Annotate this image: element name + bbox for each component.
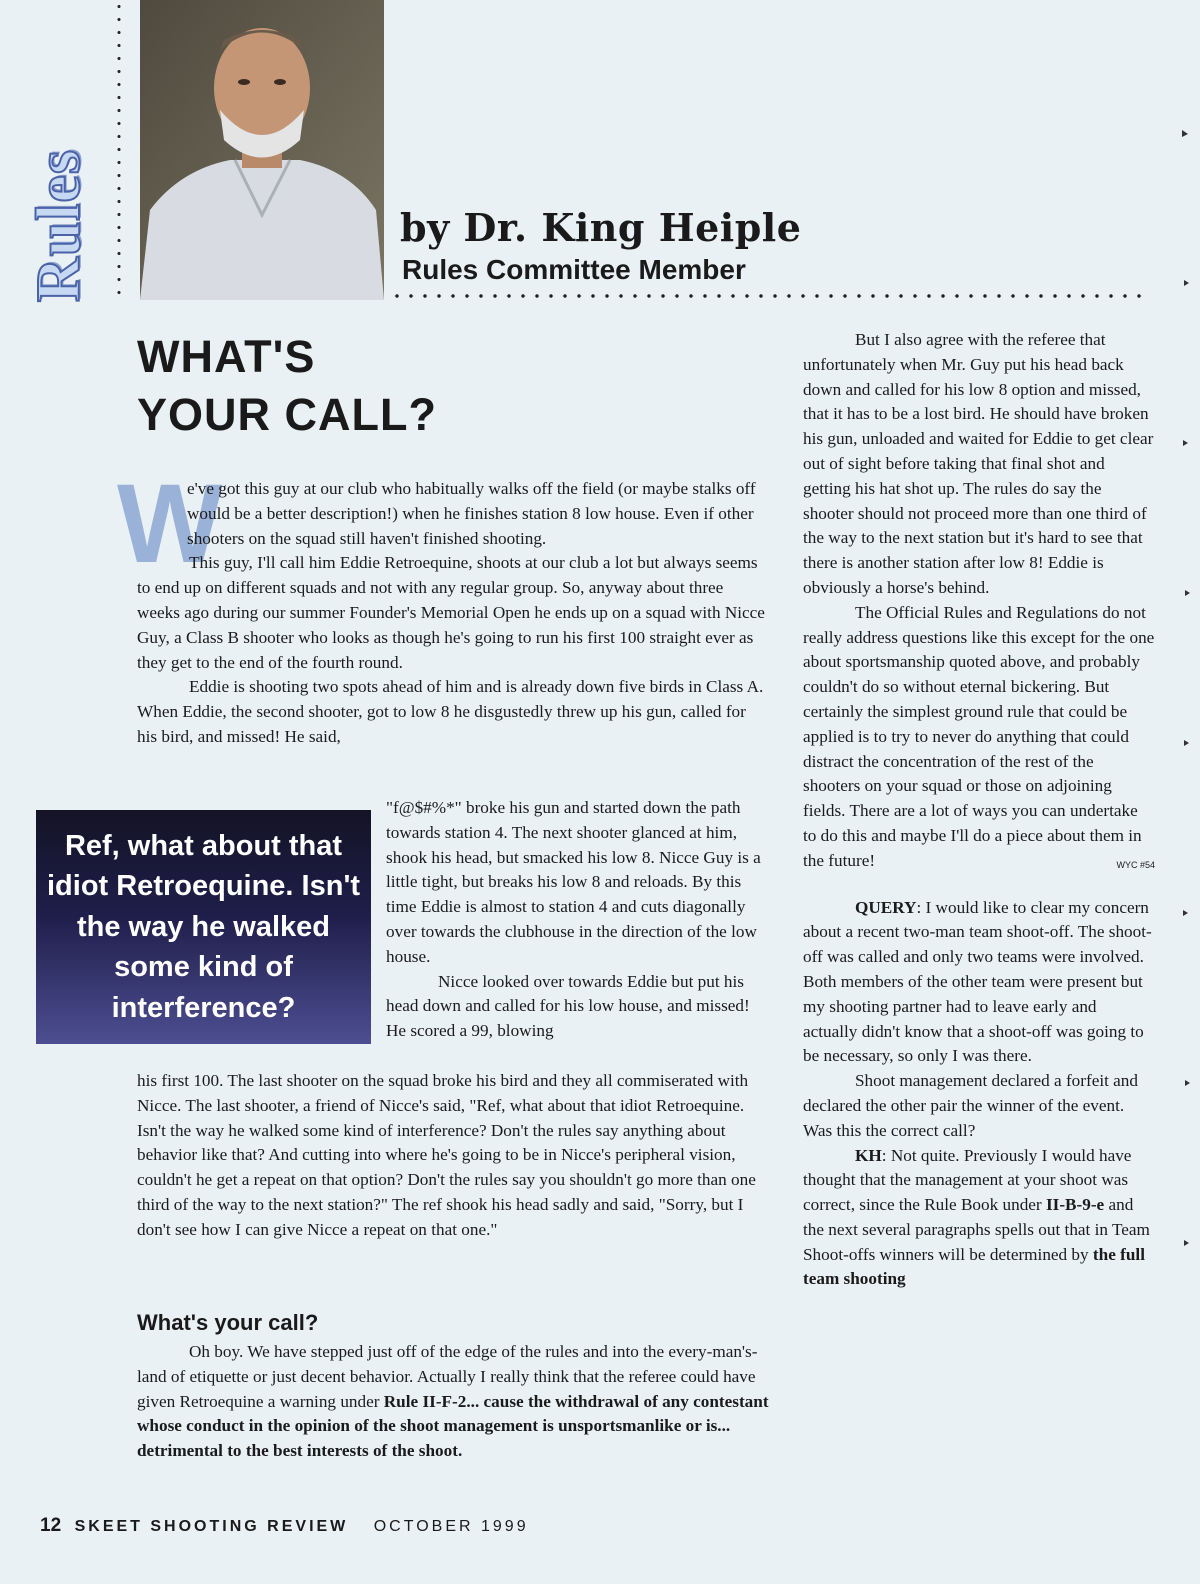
right-paragraph-referee: But I also agree with the referee that unfortunately when Mr. Guy put his head back down and called for his low 8 option and missed, that it has to be a lost bird. He should have broken his gun, unloaded and waited for Eddie to get clear out of sight before taking that final shot and getting his hat shot up. The rules do say the shooter should not proceed more than one third of the way to the next station but it's hard to see that there is another station after low 8! Eddie is obviously a horse's behind. [803, 330, 1154, 597]
right-column [803, 328, 1155, 1292]
right-paragraph-official-rules [803, 601, 1155, 874]
kh-text-2: and the next several paragraphs spells out that in Team Shoot-offs winners will be determined by [803, 1195, 1150, 1264]
pull-quote: Ref, what about that idiot Retroequine. Isn't the way he walked some kind of interference? [36, 810, 371, 1044]
author-name: by Dr. King Heiple [400, 205, 802, 250]
query-text: : I would like to clear my concern about a recent two-man team shoot-off. The shoot-off was called and only two teams were involved. Both members of the other team were present but my shooting partner had to leave early and actually didn't know that a shoot-off was going to be necessary, so only I was there. [803, 897, 1152, 1066]
horizontal-dotted-rule [390, 293, 1150, 299]
article-headline [137, 328, 557, 444]
answer-text: Oh boy. We have stepped just off of the edge of the rules and into the every-man's-land of etiquette or just decent behavior. Actually I really think that the referee could have given Retroequine a warning under [137, 1342, 758, 1411]
section-tab [10, 140, 110, 310]
subheading-whats-your-call: What's your call? [137, 1310, 319, 1335]
headline-line-1: WHAT'S [137, 331, 316, 382]
paragraph-eddie: This guy, I'll call him Eddie Retroequine, shoots at our club a lot but always seems to end up on different squads and not with any regular group. So, anyway about three weeks ago during our summer Founder's Memorial Open he ends up on a squad with Nicce Guy, a Class B shooter who looks as though he's going to run his first 100 straight ever as they get to the end of the fourth round. [137, 553, 765, 672]
kh-answer-paragraph [803, 1144, 1155, 1293]
kh-text-1: : Not quite. Previously I would have thought that the management at your shoot was correct, since the Rule Book under [803, 1145, 1132, 1215]
left-column-top [137, 477, 765, 750]
kh-label: KH [855, 1145, 882, 1165]
wyc-tag: WYC #54 [1116, 859, 1155, 870]
issue-date: OCTOBER 1999 [373, 1518, 529, 1535]
author-photo [140, 0, 384, 300]
scan-edge-marks [1170, 120, 1200, 1420]
intro-text: e've got this guy at our club who habitually walks off the field (or maybe stalks off would be a better description!) when he finishes station 8 low house. Even if other shooters on the squad still haven't finished shooting. [187, 479, 756, 548]
forfeit-paragraph: Shoot management declared a forfeit and declared the other pair the winner of the event. Was this the correct call? [803, 1071, 1138, 1140]
query-label: QUERY [855, 897, 917, 917]
paragraph-shooting: Eddie is shooting two spots ahead of him and is already down five birds in Class A. When Eddie, the second shooter, got to low 8 he disgustedly threw up his gun, called for his bird, and missed! He said, [137, 677, 764, 746]
rule-quote: Rule II-F-2... cause the withdrawal of any contestant whose conduct in the opinion of the shoot management is unsportsmanlike or is... detrimental to the best interests of the shoot. [137, 1391, 769, 1461]
paragraph-nicce-looked: Nicce looked over towards Eddie but put his head down and called for his low house, and missed! He scored a 99, blowing [386, 971, 750, 1041]
page-footer [40, 1515, 529, 1537]
drop-cap: W [117, 461, 223, 586]
paragraph-broke-gun: "f@$#%*" broke his gun and started down the path towards station 4. The next shooter glanced at him, shook his head, but smacked his low 8. Nicce Guy is a little tight, but breaks his low 8 and reloads. By this time Eddie is almost to station 4 and cuts diagonally over towards the clubhouse in the direction of the low house. [386, 798, 761, 966]
kh-bold-end: the full team shooting [803, 1244, 1145, 1289]
publication-name: SKEET SHOOTING REVIEW [74, 1518, 349, 1535]
left-column-bottom [137, 1069, 765, 1243]
page-number: 12 [40, 1515, 62, 1536]
headline-line-2: YOUR CALL? [137, 389, 437, 440]
query-paragraph [803, 896, 1155, 1070]
author-role: Rules Committee Member [402, 254, 746, 285]
left-column-narrow [386, 796, 770, 1044]
intro-paragraph [137, 477, 765, 551]
section-tab-label: Rules [25, 148, 94, 302]
paragraph-first-100: his first 100. The last shooter on the squad broke his bird and they all commiserated with Nicce. The last shooter, a friend of Nicce's said, "Ref, what about that idiot Retroequine. Isn't the way he walked some kind of interference? Don't the rules say anything about behavior like that? And cutting into where he's going to be in Nicce's peripheral vision, couldn't he get a repeat on that option? Don't the rules say you shouldn't go more than one third of the way to the next station?" The ref shook his head sadly and said, "Sorry, but I don't see how I can give Nicce a repeat on that one." [137, 1071, 756, 1239]
vertical-dotted-rule [116, 0, 122, 300]
kh-rule-ref: II-B-9-e [1045, 1195, 1105, 1215]
official-rules-text: The Official Rules and Regulations do not really address questions like this except for the one about sportsmanship quoted above, and probably couldn't do so without eternal bickering. But certainly the simplest ground rule that could be applied is to try to never do anything that could distract the concentration of the rest of the shooters on your squad or those on adjoining fields. There are a lot of ways you can undertake to do this and maybe I'll do a piece about them in the future! [803, 602, 1155, 870]
answer-paragraph [137, 1340, 773, 1464]
left-column-answer [137, 1340, 773, 1464]
